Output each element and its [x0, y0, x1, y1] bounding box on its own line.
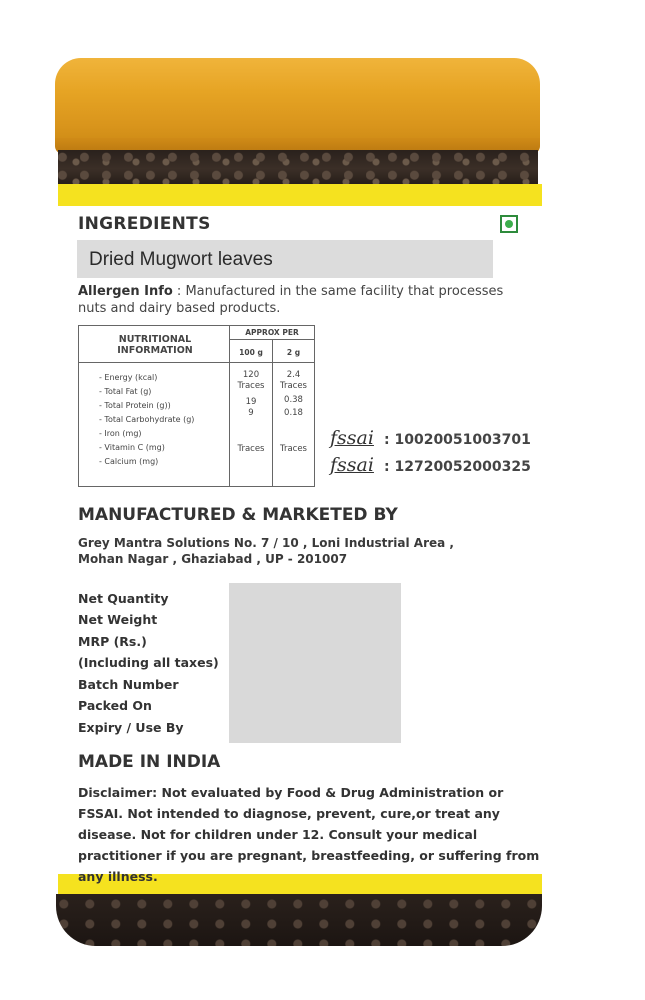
nutrition-value-100g: 9 [248, 408, 254, 418]
allergen-label: Allergen Info [78, 284, 173, 299]
ingredients-title: INGREDIENTS [78, 214, 211, 234]
nutrition-value-100g: 120 [242, 370, 260, 380]
allergen-text: : Manufactured in the same facility that processes nuts and dairy based products. [78, 284, 504, 316]
nutrition-col-100g: 100 g [239, 348, 263, 357]
manufacturer-title: MANUFACTURED & MARKETED BY [78, 505, 398, 525]
nutrition-value-2g: 2.4 [286, 370, 301, 380]
disclaimer-text: Disclaimer: Not evaluated by Food & Drug Administration or FSSAI. Not intended to diagnose, prevent, cure,or treat any disease. Not for children under 12. Consult your medical practitioner if you are pregnant, breastfeeding, or suffering from any illness. [78, 785, 540, 884]
nutrition-value-2g: 0.38 [284, 395, 303, 405]
nutrition-row-name: - Total Protein (g)) [99, 401, 171, 410]
nutrition-value-2g: Traces [280, 381, 307, 391]
allergen-info [78, 283, 518, 317]
spec-including-taxes: (Including all taxes) [78, 655, 219, 670]
nutrition-value-100g: Traces [237, 381, 265, 391]
fssai-logo-icon: fssai [330, 427, 374, 449]
nutrition-row-name: - Energy (kcal) [99, 373, 158, 382]
nutrition-value-2g: 0.18 [284, 408, 303, 418]
jar-contents-bottom [56, 894, 542, 946]
spec-packed-on: Packed On [78, 698, 152, 713]
nutrition-table [78, 325, 315, 487]
fssai-license-number: : 10020051003701 [384, 432, 531, 448]
made-in-india: MADE IN INDIA [78, 752, 221, 772]
nutrition-header: NUTRITIONAL INFORMATION [117, 334, 193, 356]
ingredients-box [77, 240, 493, 278]
jar-contents-top [58, 150, 538, 188]
spec-expiry: Expiry / Use By [78, 720, 184, 735]
spec-net-weight: Net Weight [78, 612, 158, 627]
nutrition-col-2g: 2 g [286, 348, 301, 357]
manufacturer-address: Grey Mantra Solutions No. 7 / 10 , Loni Industrial Area , Mohan Nagar , Ghaziabad , UP - 201007 [78, 536, 454, 566]
fssai-logo-icon: fssai [330, 454, 374, 476]
ingredients-value: Dried Mugwort leaves [89, 249, 273, 270]
nutrition-value-100g: Traces [237, 444, 265, 454]
nutrition-value-100g: 19 [245, 397, 257, 407]
spec-mrp: MRP (Rs.) [78, 634, 147, 649]
veg-mark-icon [500, 215, 518, 233]
nutrition-row-name: - Calcium (mg) [99, 457, 159, 466]
spec-net-quantity: Net Quantity [78, 591, 169, 606]
nutrition-value-2g: Traces [280, 444, 307, 454]
nutrition-row-name: - Total Carbohydrate (g) [99, 415, 195, 424]
nutrition-row-name: - Total Fat (g) [99, 387, 152, 396]
fssai-license-number: : 12720052000325 [384, 459, 531, 475]
label-band-top [58, 184, 542, 206]
nutrition-approx-per: APPROX PER [245, 328, 299, 337]
spec-batch-number: Batch Number [78, 677, 179, 692]
spec-values-placeholder [229, 583, 401, 743]
nutrition-row-name: - Vitamin C (mg) [99, 443, 165, 452]
nutrition-row-name: - Iron (mg) [99, 429, 142, 438]
veg-dot [505, 220, 513, 228]
